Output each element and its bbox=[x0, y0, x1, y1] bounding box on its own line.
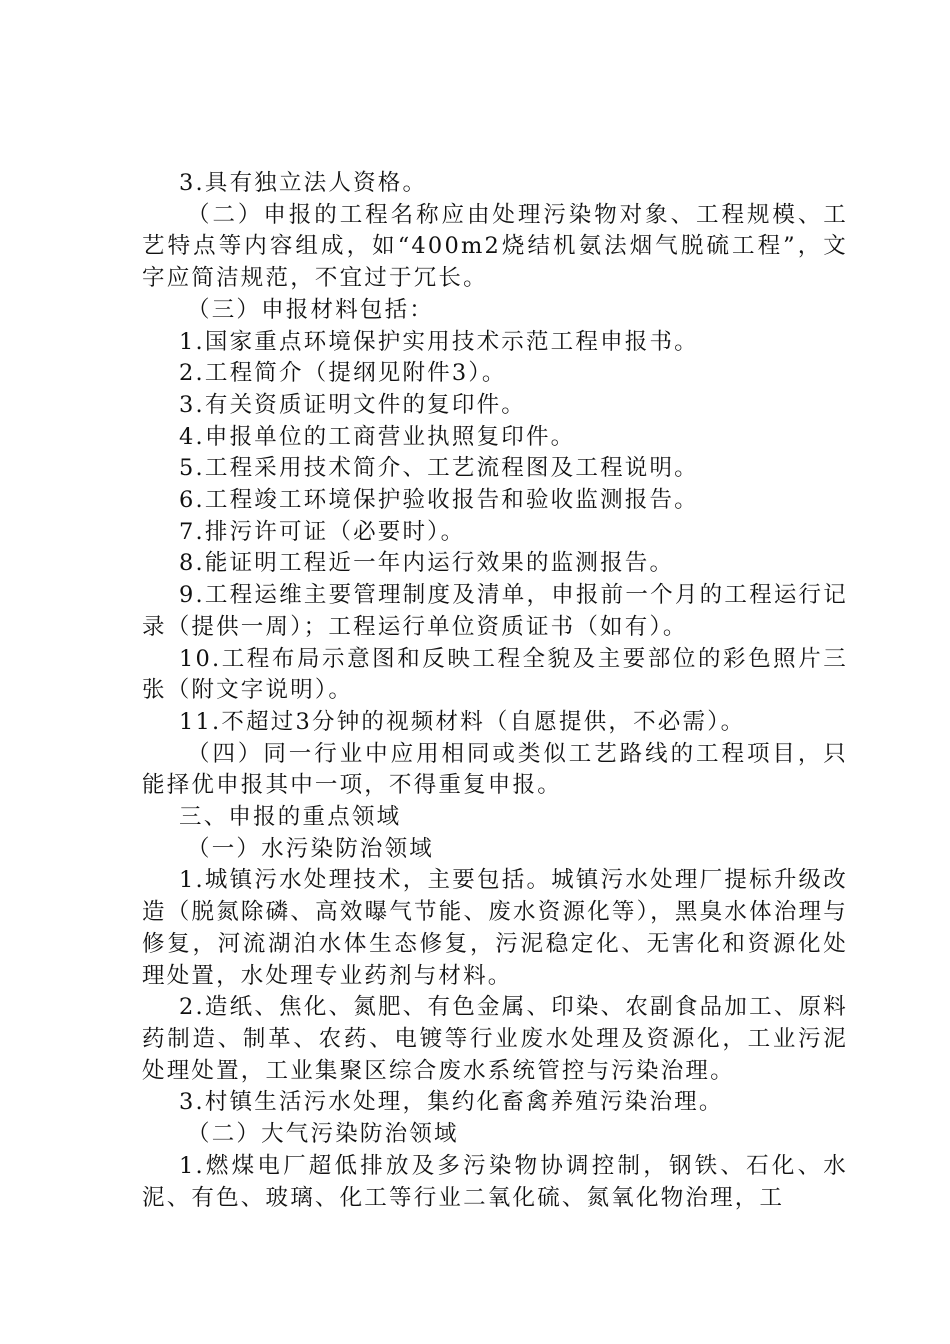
list-item: 4.申报单位的工商营业执照复印件。 bbox=[179, 423, 576, 450]
list-item: 11.不超过3分钟的视频材料（自愿提供，不必需）。 bbox=[179, 708, 746, 735]
list-item: 2.造纸、焦化、氮肥、有色金属、印染、农副食品加工、原料药制造、制革、农药、电镀等行业废水处理及资源化，工业污泥处理处置，工业集聚区综合废水系统管控与污染治理。 bbox=[142, 994, 848, 1084]
document-body bbox=[142, 168, 848, 1214]
paragraph: 3.具有独立法人资格。 bbox=[179, 170, 428, 196]
paragraph: （二）申报的工程名称应由处理污染物对象、工程规模、工艺特点等内容组成，如“400m2烧结机氨法烟气脱硫工程”，文字应简洁规范，不宜过于冗长。 bbox=[142, 201, 848, 292]
subsection-heading: （二）大气污染防治领域 bbox=[187, 1121, 459, 1148]
list-item: 2.工程简介（提纲见附件3）。 bbox=[179, 360, 507, 387]
section-heading: 三、申报的重点领域 bbox=[179, 804, 402, 831]
list-item: 9.工程运维主要管理制度及清单，申报前一个月的工程运行记录（提供一周）；工程运行单位资质证书（如有）。 bbox=[142, 582, 848, 640]
list-item: 1.城镇污水处理技术，主要包括。城镇污水处理厂提标升级改造（脱氮除磷、高效曝气节能、废水资源化等），黑臭水体治理与修复，河流湖泊水体生态修复，污泥稳定化、无害化和资源化处理处置，水处理专业药剂与材料。 bbox=[142, 867, 848, 989]
list-item: 3.有关资质证明文件的复印件。 bbox=[179, 391, 526, 418]
list-item: 7.排污许可证（必要时）。 bbox=[179, 518, 466, 545]
paragraph: （三）申报材料包括： bbox=[187, 296, 435, 323]
list-item: 8.能证明工程近一年内运行效果的监测报告。 bbox=[179, 550, 675, 577]
list-item: 1.燃煤电厂超低排放及多污染物协调控制，钢铁、石化、水泥、有色、玻璃、化工等行业二氧化硫、氮氧化物治理，工 bbox=[142, 1152, 848, 1211]
paragraph: （四）同一行业中应用相同或类似工艺路线的工程项目，只能择优申报其中一项，不得重复申报。 bbox=[142, 740, 848, 799]
list-item: 6.工程竣工环境保护验收报告和验收监测报告。 bbox=[179, 487, 699, 514]
list-item: 10.工程布局示意图和反映工程全貌及主要部位的彩色照片三张（附文字说明）。 bbox=[142, 645, 848, 704]
list-item: 3.村镇生活污水处理，集约化畜禽养殖污染治理。 bbox=[179, 1089, 724, 1116]
list-item: 5.工程采用技术简介、工艺流程图及工程说明。 bbox=[179, 455, 699, 482]
subsection-heading: （一）水污染防治领域 bbox=[187, 835, 435, 862]
list-item: 1.国家重点环境保护实用技术示范工程申报书。 bbox=[179, 328, 699, 355]
